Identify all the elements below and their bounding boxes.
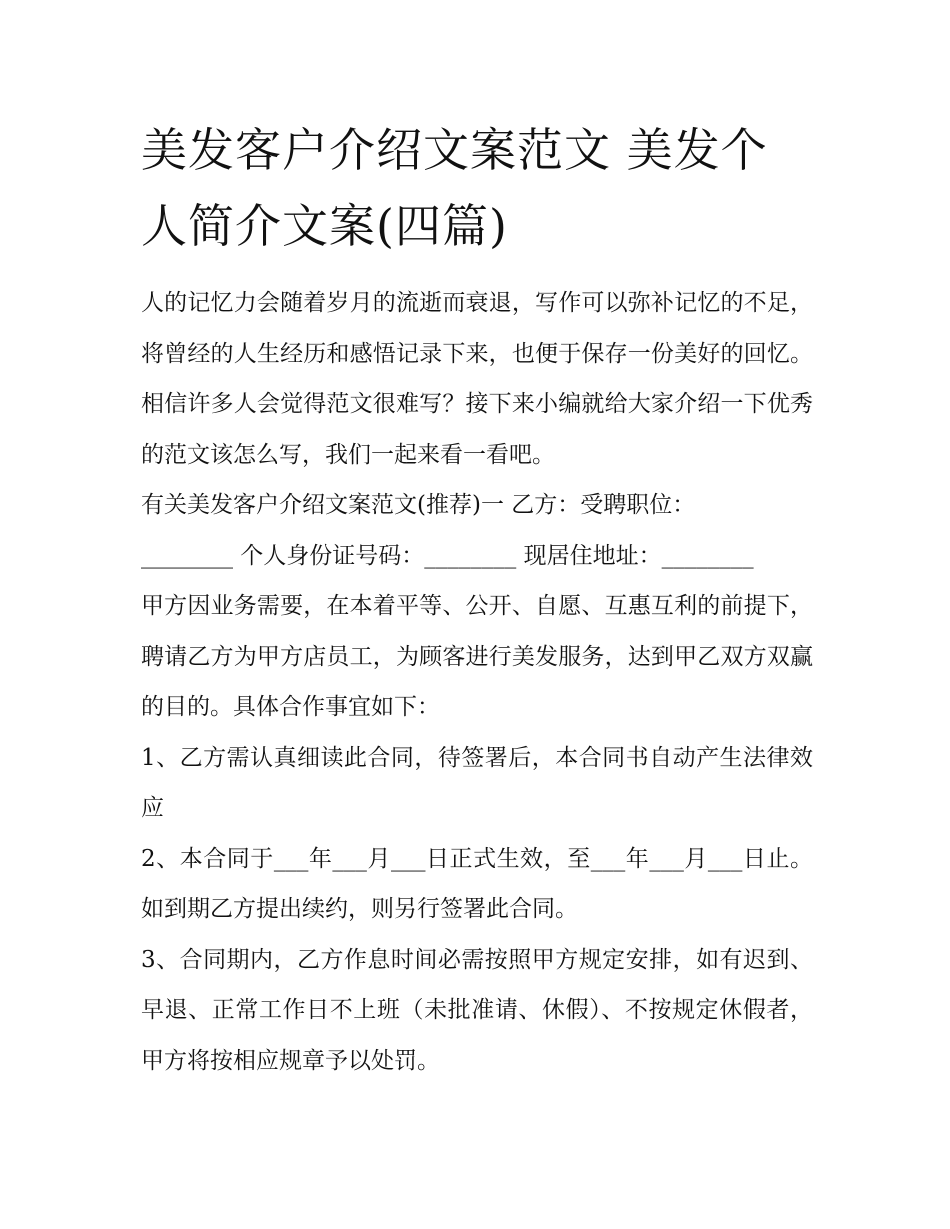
clause-3: 3、合同期内，乙方作息时间必需按照甲方规定安排，如有迟到、早退、正常工作日不上班（未批准请、休假）、不按规定休假者，甲方将按相应规章予以处罚。 [141, 946, 813, 1074]
document-page [141, 112, 813, 1086]
section-heading-line: 有关美发客户介绍文案范文(推荐)一 乙方：受聘职位： [141, 492, 696, 518]
blank-fields-line: ________ 个人身份证号码：________ 现居住地址：________ [141, 542, 754, 569]
intro-paragraph: 人的记忆力会随着岁月的流逝而衰退，写作可以弥补记忆的不足，将曾经的人生经历和感悟记录下来，也便于保存一份美好的回忆。相信许多人会觉得范文很难写？接下来小编就给大家介绍一下优秀的范文该怎么写，我们一起来看一看吧。 [141, 290, 813, 468]
document-body [141, 278, 813, 1086]
document-title: 美发客户介绍文案范文 美发个人简介文案(四篇) [141, 123, 768, 253]
purpose-paragraph: 甲方因业务需要，在本着平等、公开、自愿、互惠互利的前提下，聘请乙方为甲方店员工，为顾客进行美发服务，达到甲乙双方双赢的目的。具体合作事宜如下： [141, 593, 813, 720]
clause-1: 1、乙方需认真细读此合同，待签署后，本合同书自动产生法律效应 [141, 744, 813, 821]
clause-2: 2、本合同于___年___月___日正式生效，至___年___月___日止。如到期乙方提出续约，则另行签署此合同。 [141, 845, 813, 922]
